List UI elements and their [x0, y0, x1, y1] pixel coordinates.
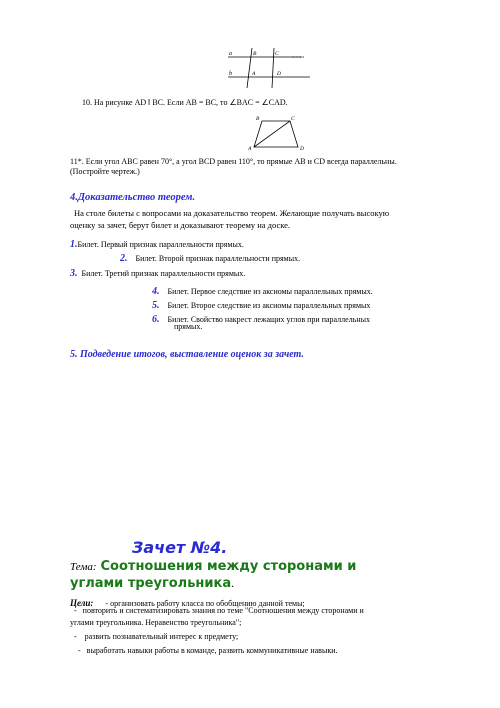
zachet-title: Зачет №4.: [132, 538, 228, 557]
goal-2-line2: углами треугольника. Неравенство треугольника";: [70, 618, 242, 627]
ticket-4-text: Билет. Первое следствие из аксиомы параллельных прямых.: [167, 287, 373, 296]
ticket-6-num: 6.: [152, 314, 160, 325]
goal-2-text-line1: повторить и систематизировать знания по теме "Соотношения между сторонами и: [82, 606, 364, 615]
ticket-5-text: Билет. Второе следствие из аксиомы параллельных прямых: [167, 301, 371, 310]
problem-11-line1: 11*. Если угол ABC равен 70°, а угол BCD равен 110°, то прямые AB и CD всегда параллельны.: [70, 157, 397, 166]
goal-2-dash: -: [74, 606, 77, 615]
ticket-1-text: Билет. Первый признак параллельности прямых.: [77, 240, 244, 249]
ticket-1-num: 1.: [70, 239, 78, 250]
section-5-heading: 5. Подведение итогов, выставление оценок за зачет.: [70, 349, 304, 360]
ticket-3-num: 3.: [70, 268, 78, 279]
tema-line2: [70, 574, 234, 592]
section-4-intro-line2: оценку за зачет, берут билет и доказывают теорему на доске.: [70, 220, 291, 230]
trap-label-C: C: [291, 116, 295, 122]
goal-3-text: развить познавательный интерес к предмету;: [84, 632, 239, 641]
label-C: C: [275, 51, 279, 57]
goal-2-line1: [74, 606, 364, 616]
tema-text-line2: углами треугольника: [70, 576, 232, 591]
ticket-5-num: 5.: [152, 300, 160, 311]
trap-label-B: B: [256, 116, 260, 122]
ticket-6-text-cont: прямых.: [174, 322, 203, 331]
tema-label: Тема:: [70, 561, 97, 573]
section-4-heading: 4.Доказательство теорем.: [70, 192, 196, 203]
goal-1: - организовать работу класса по обобщению данной темы;: [105, 599, 305, 608]
goals-label: Цели:: [70, 598, 94, 608]
problem-10: 10. На рисунке AD ‖ BC. Если AB = BC, то ∠BAC = ∠CAD.: [82, 98, 288, 107]
trap-label-A: A: [248, 146, 252, 152]
ticket-3-text: Билет. Третий признак параллельности прямых.: [81, 269, 246, 278]
parallel-lines-figure: [222, 44, 312, 90]
problem-11-line2: (Постройте чертеж.): [70, 167, 140, 176]
goal-4-dash: -: [78, 646, 81, 655]
goal-4-line: [78, 646, 337, 656]
label-B: B: [253, 51, 257, 57]
goal-3-line: [74, 632, 238, 642]
goal-3-dash: -: [74, 632, 77, 641]
tema-text-line1: Соотношения между сторонами и: [100, 559, 357, 574]
ticket-2-num: 2.: [120, 253, 128, 264]
tema-end: .: [231, 576, 235, 590]
goal-4-text: выработать навыки работы в команде, развить коммуникативные навыки.: [86, 646, 338, 655]
ticket-6-text: Билет. Свойство накрест лежащих углов при параллельных: [167, 315, 370, 324]
label-a: a: [229, 51, 232, 57]
ticket-3: [70, 263, 245, 281]
tema-line1: [70, 557, 356, 575]
label-A: A: [252, 71, 256, 77]
label-b: b: [229, 71, 232, 77]
label-D: D: [277, 71, 281, 77]
ticket-4-num: 4.: [152, 286, 160, 297]
section-4-intro-line1: На столе билеты с вопросами на доказательство теорем. Желающие получать высокую: [74, 208, 390, 218]
ticket-2-text: Билет. Второй признак параллельности прямых.: [135, 254, 301, 263]
trapezoid-figure: [248, 112, 308, 152]
trap-label-D: D: [300, 146, 304, 152]
